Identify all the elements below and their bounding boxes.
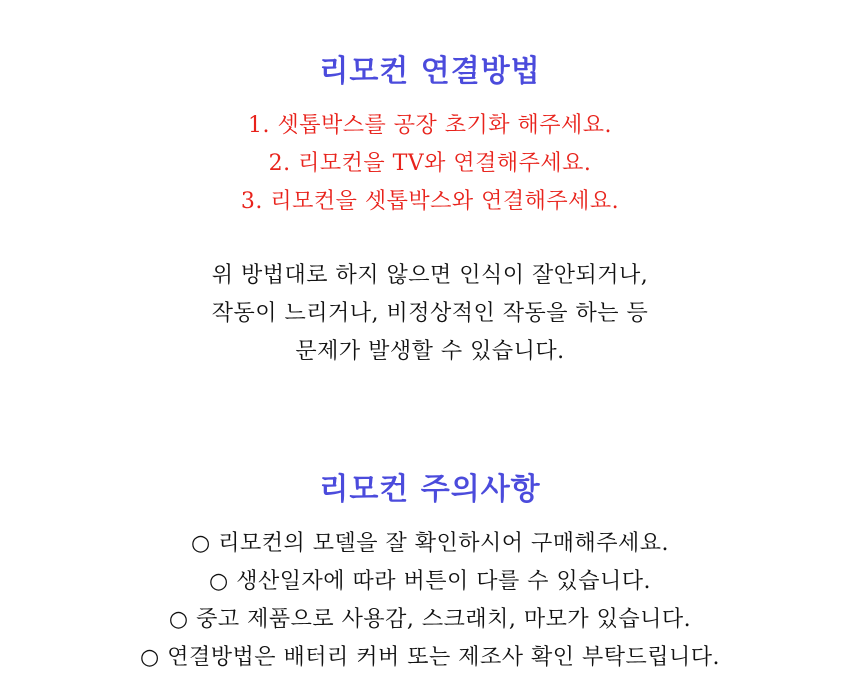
caution-item: ○ 중고 제품으로 사용감, 스크래치, 마모가 있습니다. <box>168 607 692 632</box>
warning-line: 문제가 발생할 수 있습니다. <box>295 339 565 364</box>
warning-line: 위 방법대로 하지 않으면 인식이 잘안되거나, <box>211 263 649 288</box>
caution-section-title: 리모컨 주의사항 <box>319 471 541 507</box>
connect-step: 2. 리모컨을 TV와 연결해주세요. <box>268 151 592 176</box>
caution-item: ○ 리모컨의 모델을 잘 확인하시어 구매해주세요. <box>191 531 669 556</box>
connect-section-title: 리모컨 연결방법 <box>319 53 541 89</box>
connect-step: 3. 리모컨을 셋톱박스와 연결해주세요. <box>240 189 620 214</box>
warning-line: 작동이 느리거나, 비정상적인 작동을 하는 등 <box>211 301 649 326</box>
caution-list <box>0 525 860 677</box>
connect-warning-text <box>0 257 860 371</box>
caution-item: ○ 생산일자에 따라 버튼이 다를 수 있습니다. <box>209 569 651 594</box>
connect-step: 1. 셋톱박스를 공장 초기화 해주세요. <box>248 113 612 138</box>
caution-item: ○ 연결방법은 배터리 커버 또는 제조사 확인 부탁드립니다. <box>140 645 720 670</box>
connect-steps-list <box>0 107 860 221</box>
